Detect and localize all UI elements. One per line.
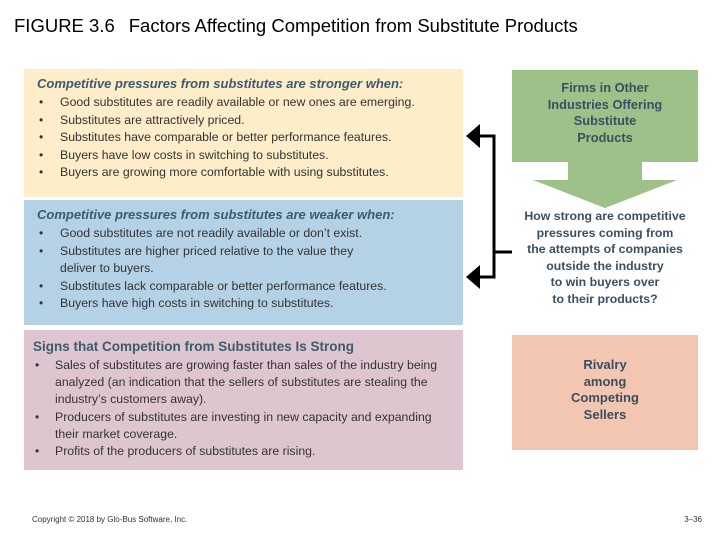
list-item: • Substitutes are attractively priced. (37, 112, 453, 130)
stronger-list (37, 94, 453, 182)
signs-list (33, 357, 453, 460)
stronger-heading: Competitive pressures from substitutes are stronger when: (37, 76, 404, 91)
bullet-icon: • (39, 130, 44, 145)
list-item: • Good substitutes are not readily available or don’t exist. (37, 225, 453, 243)
weaker-panel (24, 200, 463, 325)
bullet-icon: • (39, 243, 44, 258)
list-item: • Producers of substitutes are investing in new capacity and expanding their market coverage. (35, 409, 432, 441)
signs-panel (24, 330, 463, 470)
bullet-icon: • (35, 358, 40, 372)
list-item: • Buyers have low costs in switching to substitutes. (37, 147, 453, 165)
list-item: • Substitutes have comparable or better performance features. (37, 129, 453, 147)
weaker-heading: Competitive pressures from substitutes are weaker when: (37, 207, 395, 222)
rivalry-box-text: Rivalry among Competing Sellers (571, 357, 639, 422)
firms-box-text: Firms in Other Industries Offering Substitute Products (547, 80, 663, 145)
list-item: • Sales of substitutes are growing faster than sales of the industry being analyzed (an indication that the sellers of substitutes are stealing the industry’s customers away). (35, 358, 438, 407)
signs-heading: Signs that Competition from Substitutes Is Strong (33, 339, 355, 354)
bullet-icon: • (39, 112, 44, 127)
list-item: • Buyers are growing more comfortable with using substitutes. (37, 164, 453, 182)
bullet-icon: • (39, 95, 44, 109)
list-item: • Good substitutes are readily available or new ones are emerging. (37, 94, 453, 112)
figure-title (14, 15, 714, 37)
list-item: • Substitutes are higher priced relative to the value they deliver to buyers. (39, 243, 354, 276)
bullet-icon: • (39, 226, 44, 240)
arrow-left-icon (466, 124, 480, 148)
bullet-icon: • (39, 147, 44, 162)
bullet-icon: • (35, 444, 40, 459)
copyright-notice: Copyright © 2018 by Glo-Bus Software, Inc. (32, 515, 188, 524)
figure-title-text: Factors Affecting Competition from Substitute Products (128, 15, 578, 36)
bracket-line-lower (478, 252, 494, 277)
stronger-panel (24, 69, 463, 197)
list-item: • Substitutes lack comparable or better performance features. (37, 278, 453, 296)
bullet-icon: • (35, 409, 40, 424)
figure-number: FIGURE 3.6 (14, 15, 115, 36)
bullet-icon: • (39, 278, 44, 293)
bullet-icon: • (39, 296, 44, 311)
firms-offering-substitutes-box (512, 70, 698, 162)
weaker-list (37, 225, 453, 313)
central-question: How strong are competitive pressures coming from the attempts of companies outside the industry to win buyers over to their products? (524, 209, 686, 306)
page-number: 3–36 (684, 515, 702, 524)
bullet-icon: • (39, 165, 44, 180)
bracket-line (478, 136, 512, 252)
arrow-left-icon (466, 265, 480, 289)
down-arrow-icon (533, 162, 677, 208)
rivalry-box (512, 335, 698, 450)
list-item: • Profits of the producers of substitutes are rising. (33, 443, 453, 460)
list-item: • Buyers have high costs in switching to substitutes. (37, 295, 453, 313)
